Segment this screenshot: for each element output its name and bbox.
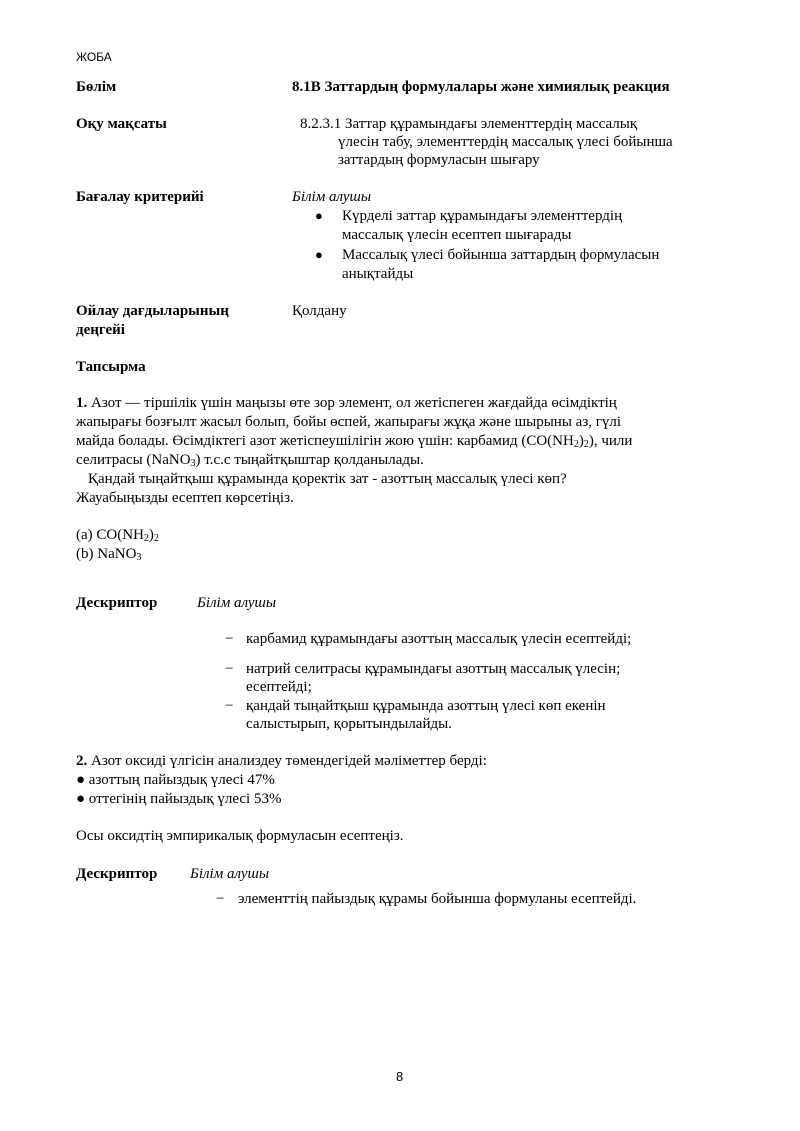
question-1-line: майда болады. Өсімдіктегі азот жетіспеушілігін жою үшін: карбамид $(CO(NH_2)_2)$, чили <box>76 433 633 450</box>
dash-icon: − <box>216 891 225 907</box>
criteria-item-line: Күрделі заттар құрамындағы элементтердің <box>342 208 623 224</box>
task-heading: Тапсырма <box>76 359 146 375</box>
thinking-level-value: Қолдану <box>292 303 347 319</box>
descriptor-label: Дескриптор <box>76 866 158 882</box>
criteria-item-line: Массалық үлесі бойынша заттардың формуласын <box>342 247 660 263</box>
question-1-line: Қандай тыңайтқыш құрамында қоректік зат - азоттың массалық үлесі көп? <box>88 471 567 487</box>
objective-label: Оқу мақсаты <box>76 116 167 132</box>
descriptor-item: салыстырып, қорытындылайды. <box>246 716 452 732</box>
criteria-item-line: массалық үлесін есептеп шығарады <box>342 227 572 243</box>
criteria-intro: Білім алушы <box>292 189 372 205</box>
descriptor-item: есептейді; <box>246 679 312 695</box>
criteria-label: Бағалау критерийі <box>76 189 204 205</box>
draft-label: ЖОБА <box>76 50 112 64</box>
descriptor-item: элементтің пайыздық құрамы бойынша формуланы есептейді. <box>238 891 637 907</box>
bullet-icon: ● <box>315 208 323 223</box>
descriptor-intro: Білім алушы <box>197 595 277 611</box>
dash-icon: − <box>225 631 234 647</box>
descriptor-item: карбамид құрамындағы азоттың массалық үлесін есептейді; <box>246 631 632 647</box>
thinking-level-label: Ойлау дағдыларының <box>76 303 229 319</box>
question-1-line: 1. Азот — тіршілік үшін маңызы өте зор элемент, ол жетіспеген жағдайда өсімдіктің <box>76 395 617 411</box>
question-2-bullet: ● оттегінің пайыздық үлесі 53% <box>76 791 282 807</box>
question-1-line: жапырағы бозғылт жасыл болып, бойы өспей, жапырағы жұқа және шырыны аз, гүлі <box>76 414 622 430</box>
question-number: 2. <box>76 753 88 769</box>
objective-line: 8.2.3.1 Заттар құрамындағы элементтердің массалық <box>300 116 638 132</box>
dash-icon: − <box>225 698 234 714</box>
question-2-prompt: Осы оксидтің эмпирикалық формуласын есептеңіз. <box>76 828 404 844</box>
descriptor-intro: Білім алушы <box>190 866 270 882</box>
descriptor-item: натрий селитрасы құрамындағы азоттың массалық үлесін; <box>246 661 621 677</box>
question-number: 1. <box>76 395 88 411</box>
question-2-line: 2. Азот оксиді үлгісін анализдеу төмендегідей мәліметтер берді: <box>76 753 487 769</box>
option-a: (a) $CO(NH_2)_2$ <box>76 527 159 544</box>
thinking-level-label: деңгейі <box>76 322 125 338</box>
section-value: 8.1В Заттардың формулалары және химиялық реакция <box>292 79 670 95</box>
question-1-line: селитрасы (NaNO$_3$) т.с.с тыңайтқыштар қолданылады. <box>76 452 424 469</box>
descriptor-item: қандай тыңайтқыш құрамында азоттың үлесі көп екенін <box>246 698 606 714</box>
objective-line: заттардың формуласын шығару <box>338 152 540 168</box>
bullet-icon: ● <box>315 247 323 262</box>
page-number: 8 <box>396 1069 404 1084</box>
dash-icon: − <box>225 661 234 677</box>
descriptor-label: Дескриптор <box>76 595 158 611</box>
question-1-line: Жауабыңызды есептеп көрсетіңіз. <box>76 490 294 506</box>
question-2-bullet: ● азоттың пайыздық үлесі 47% <box>76 772 275 788</box>
criteria-item-line: анықтайды <box>342 266 414 282</box>
section-label: Бөлім <box>76 79 117 95</box>
objective-line: үлесін табу, элементтердің массалық үлесі бойынша <box>338 134 673 150</box>
option-b: (b) NaNO$_3$ <box>76 546 142 563</box>
